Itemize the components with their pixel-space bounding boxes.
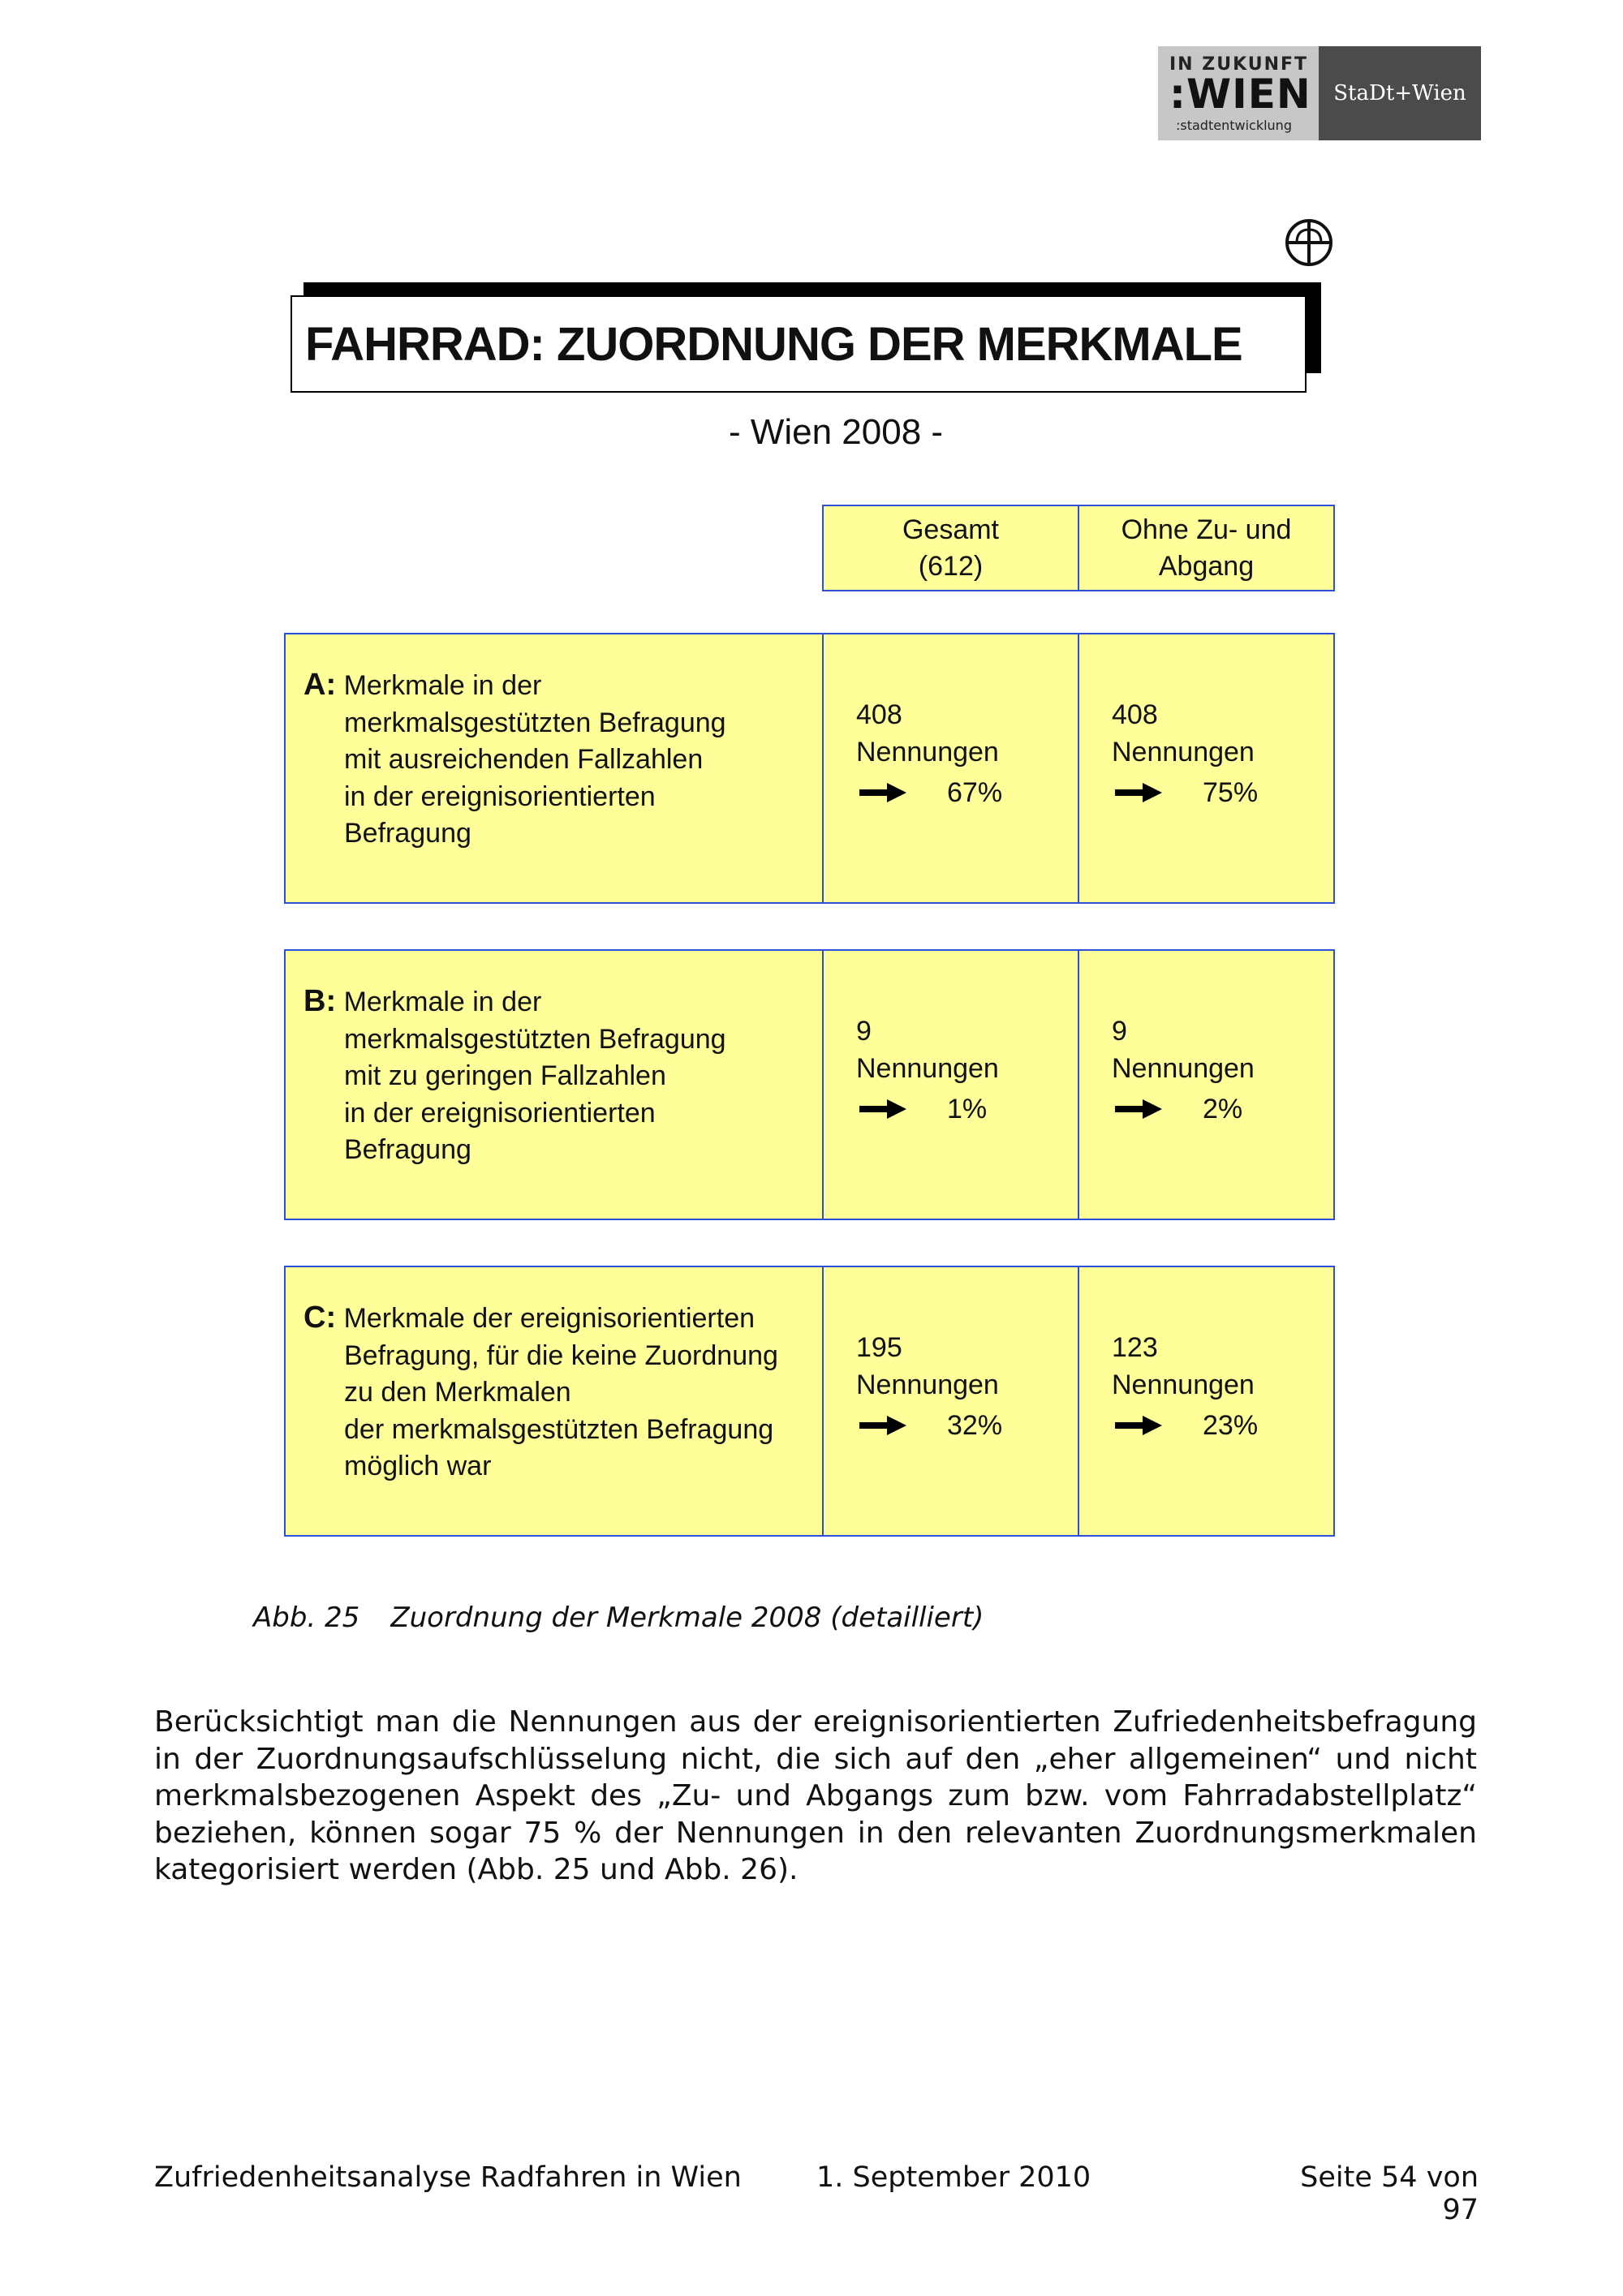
row-c-ohne-count: 123 — [1112, 1332, 1158, 1363]
logo-line3: :stadtentwicklung — [1176, 118, 1292, 133]
row-a-gesamt-count: 408 — [856, 699, 902, 730]
row-b-gesamt-count: 9 — [856, 1016, 872, 1047]
row-a-ohne — [1078, 633, 1335, 904]
arrow-right-icon — [1115, 1099, 1162, 1119]
row-c-gesamt-count: 195 — [856, 1332, 902, 1363]
row-c-line: zu den Merkmalen — [344, 1377, 571, 1408]
row-c-gesamt-pct: 32% — [947, 1410, 1003, 1441]
header-gesamt — [822, 505, 1079, 591]
header-ohne-line1: Ohne Zu- und — [1121, 514, 1292, 545]
arrow-right-icon — [1115, 1416, 1162, 1435]
header-ohne-line2: Abgang — [1158, 550, 1255, 582]
row-a-gesamt-pct: 67% — [947, 777, 1003, 808]
emblem-icon — [1284, 217, 1334, 268]
row-b-ohne-count: 9 — [1112, 1016, 1127, 1047]
body-paragraph: Berücksichtigt man die Nennungen aus der ereignisorientierten Zufriedenheitsbefragung in der Zuordnungsaufschlüsselung nicht, die sich auf den „eher allgemeinen“ und nicht merkmalsbezogenen Aspekt des „Zu- und Abgangs zum bzw. vom Fahrradabstellplatz“ beziehen, können sogar 75 % der Nennungen in den relevanten Zuordnungsmerkmalen kategorisiert werden (Abb. 25 und Abb. 26). — [154, 1705, 1477, 1886]
row-b-description — [284, 949, 824, 1220]
arrow-right-icon — [859, 783, 906, 802]
row-a-gesamt — [822, 633, 1079, 904]
header-gesamt-line1: Gesamt — [902, 514, 1000, 545]
row-a-line: Merkmale in der — [343, 670, 542, 701]
footer-date: 1. September 2010 — [816, 2161, 1091, 2194]
row-c-line: der merkmalsgestützten Befragung — [344, 1413, 774, 1445]
row-a-line: Befragung — [344, 818, 471, 849]
row-b-ohne-unit: Nennungen — [1112, 1053, 1255, 1084]
title-box — [291, 295, 1307, 393]
figure-caption — [253, 1602, 984, 1634]
wien-logo — [1158, 46, 1481, 140]
row-a-ohne-unit: Nennungen — [1112, 737, 1255, 767]
row-c-description — [284, 1266, 824, 1537]
caption-text: Zuordnung der Merkmale 2008 (detailliert) — [390, 1602, 984, 1634]
row-c-line: Befragung, für die keine Zuordnung — [344, 1339, 778, 1371]
row-a-line: in der ereignisorientierten — [344, 780, 656, 812]
row-a-letter: A: — [304, 668, 337, 702]
row-c-letter: C: — [304, 1301, 337, 1335]
row-c-ohne-unit: Nennungen — [1112, 1369, 1255, 1400]
row-a-line: merkmalsgestützten Befragung — [344, 707, 726, 738]
row-b-ohne-pct: 2% — [1203, 1094, 1243, 1124]
row-b-line: merkmalsgestützten Befragung — [344, 1023, 726, 1055]
row-a-ohne-count: 408 — [1112, 699, 1158, 730]
logo-left-panel — [1158, 46, 1319, 140]
row-a-description — [284, 633, 824, 904]
footer-page-number: Seite 54 von 97 — [1300, 2161, 1479, 2226]
row-b-line: in der ereignisorientierten — [344, 1097, 656, 1129]
row-c-ohne — [1078, 1266, 1335, 1537]
row-b-line: mit zu geringen Fallzahlen — [344, 1060, 666, 1091]
logo-line1: IN ZUKUNFT — [1169, 54, 1309, 75]
caption-label: Abb. 25 — [253, 1602, 360, 1634]
row-b-line: Merkmale in der — [343, 987, 542, 1017]
row-b-gesamt-pct: 1% — [947, 1094, 988, 1124]
row-c-ohne-pct: 23% — [1203, 1410, 1259, 1441]
row-a-ohne-pct: 75% — [1203, 777, 1259, 808]
row-b-gesamt — [822, 949, 1079, 1220]
logo-line2: :WIEN — [1169, 71, 1311, 118]
subtitle: - Wien 2008 - — [728, 412, 944, 452]
row-b-ohne — [1078, 949, 1335, 1220]
row-b-line: Befragung — [344, 1134, 471, 1165]
arrow-right-icon — [859, 1416, 906, 1435]
row-b-gesamt-unit: Nennungen — [856, 1053, 999, 1084]
logo-right-panel: StaDt+Wien — [1319, 46, 1481, 140]
arrow-right-icon — [1115, 783, 1162, 802]
row-c-gesamt-unit: Nennungen — [856, 1369, 999, 1400]
row-c-gesamt — [822, 1266, 1079, 1537]
row-a-gesamt-unit: Nennungen — [856, 737, 999, 767]
row-b-letter: B: — [304, 984, 337, 1018]
arrow-right-icon — [859, 1099, 906, 1119]
page-title: FAHRRAD: ZUORDNUNG DER MERKMALE — [305, 317, 1242, 371]
row-a-line: mit ausreichenden Fallzahlen — [344, 744, 704, 775]
footer-title: Zufriedenheitsanalyse Radfahren in Wien — [154, 2161, 742, 2194]
row-c-line: Merkmale der ereignisorientierten — [343, 1303, 756, 1334]
header-gesamt-line2: (612) — [918, 550, 984, 582]
header-ohne — [1078, 505, 1335, 591]
row-c-line: möglich war — [344, 1451, 492, 1481]
